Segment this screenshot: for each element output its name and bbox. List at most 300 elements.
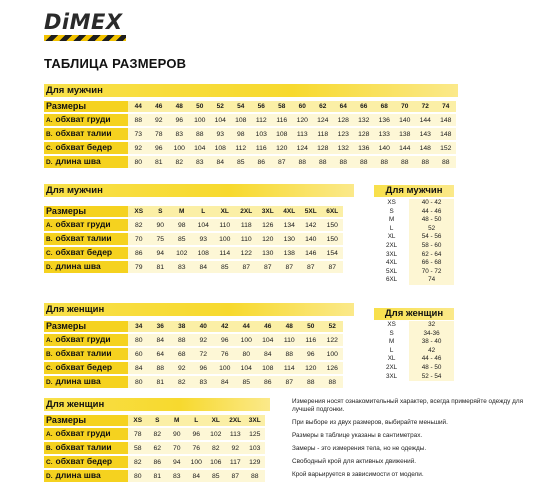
value-cell: 120 [272,142,293,154]
side-size-letter: S [389,329,394,337]
size-cell: M [167,415,187,426]
size-cell: 50 [300,321,322,332]
value-cell: 103 [245,442,265,454]
value-cell: 88 [415,156,436,168]
value-cell: 92 [171,362,193,374]
value-cell: 87 [257,261,279,273]
value-cell: 150 [322,219,344,231]
value-cell: 64 [150,348,172,360]
value-cell: 142 [300,219,322,231]
value-cell: 88 [374,156,395,168]
value-cell: 126 [257,219,279,231]
value-cell: 106 [206,456,226,468]
row-label-text: обхват бедер [55,142,113,152]
value-cell: 108 [257,362,279,374]
size-cell: 54 [231,101,252,112]
value-cell: 81 [149,156,170,168]
value-cell: 100 [214,233,236,245]
value-cell: 82 [128,456,148,468]
value-cell: 85 [206,470,226,482]
men-letter-title: Для мужчин [44,184,354,197]
size-header-row [44,321,343,332]
value-cell: 82 [171,376,193,388]
value-cell: 100 [322,348,344,360]
row-letter: B. [46,236,53,243]
value-cell: 124 [313,114,334,126]
row-letter: C. [46,145,53,152]
page-title: ТАБЛИЦА РАЗМЕРОВ [44,56,187,71]
value-cell: 104 [257,334,279,346]
value-cell: 62 [148,442,168,454]
value-cell: 88 [150,362,172,374]
size-cell: 40 [193,321,215,332]
value-cell: 75 [150,233,172,245]
size-cell: 52 [322,321,344,332]
size-cell: 3XL [245,415,265,426]
value-cell: 84 [257,348,279,360]
note-item: Измерения носят ознакомительный характер, всегда примеряйте одежду для лучшей подгонки. [292,398,524,413]
side-size-range: 66 - 68 [409,259,454,268]
side-row [374,364,454,373]
value-cell: 128 [333,114,354,126]
value-cell: 84 [150,334,172,346]
measure-row-waist [44,233,343,245]
measure-row-waist [44,348,343,360]
side-row [374,225,454,234]
value-cell: 80 [128,156,149,168]
value-cell: 86 [148,456,168,468]
side-row [374,233,454,242]
men-letter-table [44,204,343,275]
size-cell: 44 [236,321,258,332]
side-size-letter: S [389,207,394,215]
row-label-text: обхват бедер [55,456,113,466]
value-cell: 144 [415,114,436,126]
size-cell: 66 [354,101,375,112]
value-cell: 123 [333,128,354,140]
row-letter: B. [46,351,53,358]
value-cell: 84 [210,156,231,168]
size-header-row [44,415,265,426]
row-label-text: обхват бедер [55,362,113,372]
value-cell: 88 [436,156,457,168]
measure-row-inseam [44,470,265,482]
value-cell: 140 [395,114,416,126]
value-cell: 90 [150,219,172,231]
row-letter: A. [46,222,53,229]
row-letter: D. [46,379,53,386]
value-cell: 132 [354,114,375,126]
row-label [44,114,128,126]
size-cell: L [193,206,215,217]
value-cell: 112 [251,114,272,126]
value-cell: 88 [128,114,149,126]
value-cell: 78 [149,128,170,140]
value-cell: 144 [395,142,416,154]
value-cell: 100 [190,114,211,126]
measure-row-chest [44,334,343,346]
row-label [44,415,128,426]
value-cell: 110 [279,334,301,346]
value-cell: 150 [322,233,344,245]
size-cell: 56 [251,101,272,112]
size-cell: L [187,415,207,426]
row-letter: A. [46,431,53,438]
value-cell: 104 [193,219,215,231]
value-cell: 113 [226,428,246,440]
side-size-letter: L [389,346,394,354]
row-label-text: обхват талии [55,442,112,452]
value-cell: 148 [436,114,457,126]
value-cell: 104 [236,362,258,374]
measure-row-hips [44,247,343,259]
value-cell: 96 [193,362,215,374]
value-cell: 116 [251,142,272,154]
value-cell: 114 [279,362,301,374]
value-cell: 88 [245,470,265,482]
row-label [44,428,128,440]
value-cell: 128 [313,142,334,154]
value-cell: 125 [245,428,265,440]
value-cell: 152 [436,142,457,154]
value-cell: 138 [279,247,301,259]
value-cell: 103 [251,128,272,140]
row-label [44,456,128,468]
value-cell: 96 [187,428,207,440]
size-cell: 60 [292,101,313,112]
note-item: Замеры - это измерения тела, но не одежды. [292,445,427,452]
size-cell: 64 [333,101,354,112]
row-label [44,442,128,454]
row-label-text: обхват груди [55,114,111,124]
side-size-letter: M [388,338,395,346]
measure-row-inseam [44,261,343,273]
value-cell: 92 [193,334,215,346]
row-letter: A. [46,337,53,344]
side-row [374,208,454,217]
value-cell: 83 [193,376,215,388]
value-cell: 85 [214,261,236,273]
measure-row-waist [44,128,456,140]
row-letter: D. [46,159,53,166]
measure-row-inseam [44,156,456,168]
side-row [374,373,454,382]
value-cell: 87 [279,261,301,273]
value-cell: 79 [128,261,150,273]
size-cell: XL [214,206,236,217]
value-cell: 84 [187,470,207,482]
value-cell: 84 [128,362,150,374]
value-cell: 88 [313,156,334,168]
value-cell: 88 [292,156,313,168]
women-letter-title: Для женщин [44,398,270,411]
value-cell: 98 [171,219,193,231]
row-label [44,233,128,245]
row-label [44,206,128,217]
size-cell: 58 [272,101,293,112]
side-row [374,347,454,356]
value-cell: 70 [167,442,187,454]
value-cell: 76 [187,442,207,454]
row-letter: B. [46,131,53,138]
row-label-text: Размеры [46,415,87,425]
size-cell: S [148,415,168,426]
row-label [44,362,128,374]
value-cell: 102 [171,247,193,259]
value-cell: 70 [128,233,150,245]
side-row [374,355,454,364]
size-cell: 48 [169,101,190,112]
size-cell: 68 [374,101,395,112]
value-cell: 133 [374,128,395,140]
side-row [374,330,454,339]
size-cell: 6XL [322,206,344,217]
side-size-letter: XL [387,355,396,363]
value-cell: 130 [257,247,279,259]
side-size-range: 48 - 50 [409,216,454,225]
row-letter: A. [46,117,53,124]
size-cell: 46 [149,101,170,112]
value-cell: 126 [322,362,344,374]
side-size-letter: 4XL [385,259,398,267]
side-size-letter: L [389,224,394,232]
row-label-text: обхват талии [55,233,112,243]
value-cell: 138 [395,128,416,140]
size-cell: M [171,206,193,217]
size-cell: 34 [128,321,150,332]
size-cell: XS [128,206,150,217]
value-cell: 87 [322,261,344,273]
value-cell: 93 [210,128,231,140]
size-cell: 2XL [236,206,258,217]
size-cell: 5XL [300,206,322,217]
side-size-range: 34-36 [409,330,454,339]
value-cell: 120 [257,233,279,245]
side-size-letter: XS [387,199,396,206]
value-cell: 120 [292,114,313,126]
women-numeric-table [44,319,343,390]
size-cell: 2XL [226,415,246,426]
men-side-title: Для мужчин [374,185,454,197]
side-row [374,338,454,347]
value-cell: 94 [150,247,172,259]
row-label [44,376,128,388]
row-label [44,219,128,231]
size-cell: 70 [395,101,416,112]
row-label [44,348,128,360]
note-item: Крой варьируется в зависимости от модели. [292,471,424,478]
notes-list [292,398,532,484]
value-cell: 68 [171,348,193,360]
row-label [44,142,128,154]
side-row [374,242,454,251]
row-label-text: обхват талии [55,348,112,358]
side-row [374,321,454,330]
size-cell: 38 [171,321,193,332]
value-cell: 154 [322,247,344,259]
value-cell: 114 [214,247,236,259]
value-cell: 108 [193,247,215,259]
size-cell: XS [128,415,148,426]
note-item: Размеры в таблице указаны в сантиметрах. [292,432,423,439]
row-label-text: обхват груди [55,334,111,344]
side-size-letter: 6XL [385,276,398,284]
value-cell: 86 [251,156,272,168]
value-cell: 88 [354,156,375,168]
side-size-range: 52 - 54 [409,373,454,382]
measure-row-chest [44,428,265,440]
side-size-range: 32 [409,321,454,330]
value-cell: 86 [128,247,150,259]
row-label-text: Размеры [46,321,87,331]
row-label [44,156,128,168]
value-cell: 132 [333,142,354,154]
women-letter-table [44,413,265,484]
value-cell: 108 [272,128,293,140]
value-cell: 83 [190,156,211,168]
value-cell: 136 [354,142,375,154]
side-row [374,199,454,208]
row-label-text: длина шва [55,261,101,271]
side-row [374,268,454,277]
value-cell: 96 [300,348,322,360]
side-size-range: 42 [409,347,454,356]
row-label-text: обхват бедер [55,247,113,257]
value-cell: 80 [128,376,150,388]
row-label [44,334,128,346]
value-cell: 104 [210,114,231,126]
value-cell: 118 [236,219,258,231]
note-item: Свободный крой для активных движений. [292,458,417,465]
value-cell: 72 [193,348,215,360]
size-cell: 42 [214,321,236,332]
value-cell: 80 [236,348,258,360]
value-cell: 84 [214,376,236,388]
row-label [44,321,128,332]
value-cell: 80 [128,334,150,346]
size-cell: 72 [415,101,436,112]
value-cell: 87 [236,261,258,273]
value-cell: 134 [279,219,301,231]
value-cell: 87 [279,376,301,388]
value-cell: 148 [436,128,457,140]
value-cell: 108 [210,142,231,154]
row-label-text: обхват груди [55,219,111,229]
row-label-text: длина шва [55,470,101,480]
side-size-letter: M [388,216,395,224]
size-cell: 48 [279,321,301,332]
measure-row-hips [44,142,456,154]
value-cell: 88 [171,334,193,346]
value-cell: 116 [300,334,322,346]
value-cell: 104 [190,142,211,154]
value-cell: 82 [128,219,150,231]
value-cell: 96 [149,142,170,154]
value-cell: 98 [231,128,252,140]
value-cell: 120 [300,362,322,374]
size-cell: 3XL [257,206,279,217]
value-cell: 81 [150,261,172,273]
row-label-text: обхват талии [55,128,112,138]
value-cell: 100 [236,334,258,346]
value-cell: 88 [395,156,416,168]
value-cell: 129 [245,456,265,468]
row-label-text: Размеры [46,206,87,216]
side-size-range: 58 - 60 [409,242,454,251]
value-cell: 88 [300,376,322,388]
value-cell: 83 [167,470,187,482]
value-cell: 148 [415,142,436,154]
value-cell: 83 [171,261,193,273]
row-letter: C. [46,365,53,372]
value-cell: 110 [214,219,236,231]
row-letter: C. [46,250,53,257]
side-size-letter: 2XL [385,241,398,249]
row-label [44,247,128,259]
value-cell: 96 [169,114,190,126]
side-row [374,259,454,268]
value-cell: 100 [187,456,207,468]
value-cell: 85 [171,233,193,245]
value-cell: 88 [190,128,211,140]
value-cell: 82 [206,442,226,454]
row-letter: D. [46,473,53,480]
side-size-range: 52 [409,225,454,234]
side-size-range: 44 - 46 [409,208,454,217]
size-cell: 44 [128,101,149,112]
value-cell: 76 [214,348,236,360]
side-size-range: 70 - 72 [409,268,454,277]
size-cell: 36 [150,321,172,332]
side-size-range: 54 - 56 [409,233,454,242]
value-cell: 88 [279,348,301,360]
value-cell: 60 [128,348,150,360]
measure-row-inseam [44,376,343,388]
value-cell: 143 [415,128,436,140]
side-size-letter: XL [387,233,396,241]
size-cell: XL [206,415,226,426]
side-size-letter: XS [387,321,396,328]
value-cell: 136 [374,114,395,126]
side-size-letter: 5XL [385,267,398,275]
value-cell: 84 [193,261,215,273]
row-label [44,470,128,482]
size-cell: 74 [436,101,457,112]
value-cell: 87 [272,156,293,168]
value-cell: 81 [148,470,168,482]
value-cell: 94 [167,456,187,468]
row-label [44,261,128,273]
value-cell: 96 [214,334,236,346]
size-header-row [44,206,343,217]
brand-logo: DiMEX [44,10,123,34]
measure-row-hips [44,456,265,468]
value-cell: 82 [169,156,190,168]
value-cell: 82 [148,428,168,440]
measure-row-chest [44,114,456,126]
side-row [374,276,454,285]
size-cell: 50 [190,101,211,112]
side-size-range: 62 - 64 [409,251,454,260]
measure-row-waist [44,442,265,454]
value-cell: 83 [169,128,190,140]
value-cell: 108 [231,114,252,126]
value-cell: 85 [236,376,258,388]
value-cell: 93 [193,233,215,245]
value-cell: 92 [149,114,170,126]
row-letter: B. [46,445,53,452]
value-cell: 122 [322,334,344,346]
